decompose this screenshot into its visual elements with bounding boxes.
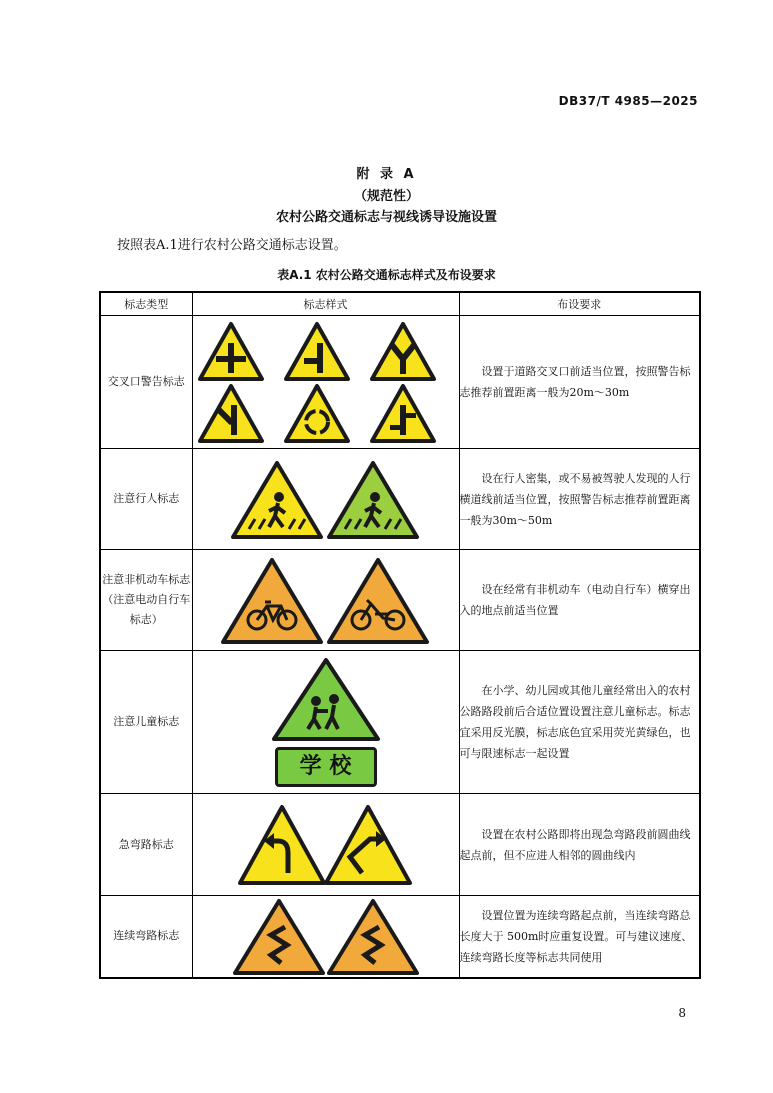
document-code: DB37/T 4985—2025 [558, 94, 698, 108]
table-row [100, 550, 700, 651]
y-junction-sign-icon [372, 324, 434, 379]
pedestrian-signs [231, 457, 421, 541]
right-curve-sign-icon [326, 807, 410, 883]
row-style [192, 316, 459, 449]
pedestrian-sign-icon [233, 463, 321, 537]
t-junction-sign-icon [286, 324, 348, 379]
row-requirement: 设在行人密集，或不易被驾驶人发现的人行横道线前适当位置，按照警告标志推荐前置距离一般为30m～50m [459, 449, 700, 550]
roundabout-sign-icon [286, 386, 348, 441]
e-bike-sign-icon [329, 560, 427, 642]
left-curve-sign-icon [240, 807, 324, 883]
row-requirement: 设置在农村公路即将出现急弯路段前圆曲线起点前，但不应进人相邻的圆曲线内 [459, 794, 700, 896]
school-plate [275, 747, 377, 787]
row-style [192, 550, 459, 651]
appendix-subject: 农村公路交通标志与视线诱导设施设置 [275, 210, 497, 225]
row-requirement: 设置位置为连续弯路起点前，当连续弯路总长度大于 500m时应重复设置。可与建议速度、连续弯路长度等标志共同使用 [459, 896, 700, 978]
pedestrian-green-sign-icon [329, 463, 417, 537]
header-sign-type: 标志类型 [100, 292, 192, 316]
row-style [192, 794, 459, 896]
row-style [192, 896, 459, 978]
table-header-row [100, 292, 700, 316]
row-style [192, 651, 459, 794]
row-type: 连续弯路标志 [100, 896, 192, 978]
row-type: 急弯路标志 [100, 794, 192, 896]
header-sign-style: 标志样式 [192, 292, 459, 316]
row-type: 交叉口警告标志 [100, 316, 192, 449]
winding-road-signs [233, 897, 419, 975]
bicycle-sign-icon [223, 560, 321, 642]
intro-paragraph: 按照表A.1进行农村公路交通标志设置。 [117, 238, 347, 253]
crossroad-sign-icon [200, 324, 262, 379]
appendix-type: （规范性） [353, 189, 419, 204]
side-road-sign-icon [200, 386, 262, 441]
row-style [192, 449, 459, 550]
row-type: 注意行人标志 [100, 449, 192, 550]
table-row [100, 316, 700, 449]
table-row [100, 651, 700, 794]
children-sign-icon [270, 657, 382, 743]
non-motor-signs [221, 555, 431, 645]
row-type: 注意儿童标志 [100, 651, 192, 794]
header-requirement: 布设要求 [459, 292, 700, 316]
row-requirement: 设在经常有非机动车（电动自行车）横穿出入的地点前适当位置 [459, 550, 700, 651]
winding-road-sign-icon [235, 901, 323, 973]
row-requirement: 在小学、幼儿园或其他儿童经常出入的农村公路路段前后合适位置设置注意儿童标志。标志宜采用反光膜，标志底色宜采用荧光黄绿色，也可与限速标志一起设置 [459, 651, 700, 794]
row-type: 注意非机动车标志（注意电动自行车标志） [100, 550, 192, 651]
table-caption: 表A.1 农村公路交通标志样式及布设要求 [277, 268, 496, 282]
row-requirement: 设置于道路交叉口前适当位置，按照警告标志推荐前置距离一般为20m～30m [459, 316, 700, 449]
page-number: 8 [678, 1006, 686, 1020]
table-row [100, 449, 700, 550]
intersection-signs [193, 318, 443, 446]
school-plate-text: 学 校 [299, 754, 352, 779]
staggered-junction-sign-icon [372, 386, 434, 441]
winding-road-sign-icon [329, 901, 417, 973]
appendix-title: 附 录 A [356, 167, 417, 182]
sign-table [99, 291, 701, 979]
sharp-curve-signs [238, 803, 414, 887]
table-row [100, 896, 700, 978]
table-row [100, 794, 700, 896]
